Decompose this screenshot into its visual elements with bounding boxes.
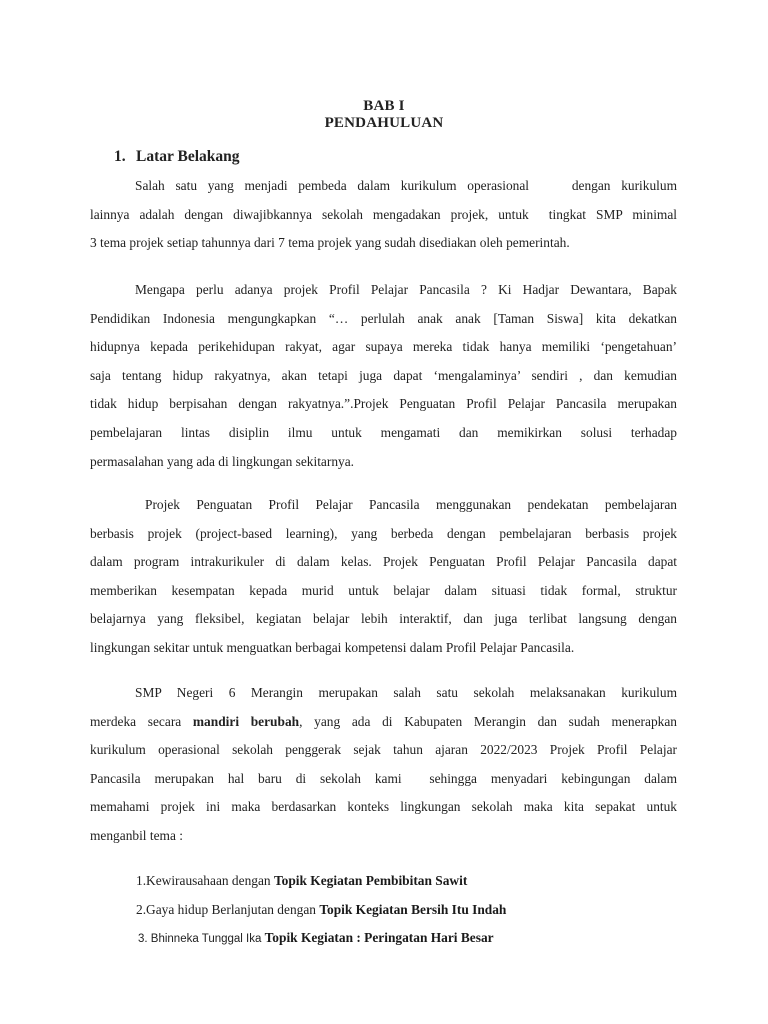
paragraph-1 (90, 172, 677, 258)
paragraph-line: Pancasila merupakan hal baru di sekolah kami sehingga menyadari kebingungan dalam (90, 770, 677, 786)
paragraph-line: memberikan kesempatan kepada murid untuk belajar dalam situasi tidak formal, struktur (90, 582, 677, 598)
paragraph-line: Mengapa perlu adanya projek Profil Pelajar Pancasila ? Ki Hadjar Dewantara, Bapak (135, 282, 677, 297)
section-heading (114, 148, 240, 166)
theme-topic: Topik Kegiatan Pembibitan Sawit (273, 873, 468, 888)
paragraph-line: 3 tema projek setiap tahunnya dari 7 tema projek yang sudah disediakan oleh pemerintah. (90, 235, 570, 251)
paragraph-line: memahami projek ini maka berdasarkan konteks lingkungan sekolah maka kita sepakat untuk (90, 799, 677, 815)
paragraph-line: permasalahan yang ada di lingkungan sekitarnya. (90, 453, 355, 469)
paragraph-line: pembelajaran lintas disiplin ilmu untuk mengamati dan memikirkan solusi terhadap (90, 424, 677, 440)
paragraph-4 (90, 679, 677, 851)
paragraph-line: kurikulum operasional sekolah penggerak sejak tahun ajaran 2022/2023 Projek Profil Pelajar (90, 742, 677, 758)
chapter-title: PENDAHULUAN (324, 115, 444, 131)
theme-prefix: 3. Bhinneka Tunggal Ika (138, 933, 265, 945)
theme-item-2 (136, 902, 506, 918)
paragraph-line: dalam program intrakurikuler di dalam kelas. Projek Penguatan Profil Pelajar Pancasila dapat (90, 554, 677, 570)
paragraph-line: SMP Negeri 6 Merangin merupakan salah satu sekolah melaksanakan kurikulum (135, 685, 677, 700)
paragraph-line: lingkungan sekitar untuk menguatkan berbagai kompetensi dalam Profil Pelajar Pancasila. (90, 639, 575, 655)
text-run: merdeka secara (90, 713, 193, 729)
theme-item-3 (138, 930, 494, 946)
paragraph-3 (90, 491, 677, 663)
text-run: , yang ada di Kabupaten Merangin dan sudah menerapkan (299, 713, 677, 729)
paragraph-line: menganbil tema : (90, 827, 183, 843)
paragraph-2 (90, 276, 677, 476)
paragraph-line: Salah satu yang menjadi pembeda dalam kurikulum operasional dengan kurikulum (135, 178, 677, 193)
paragraph-line: Pendidikan Indonesia mengungkapkan “… perlulah anak anak [Taman Siswa] kita dekatkan (90, 310, 677, 326)
paragraph-line: Projek Penguatan Profil Pelajar Pancasila menggunakan pendekatan pembelajaran (145, 497, 677, 512)
theme-topic: Topik Kegiatan : Peringatan Hari Besar (264, 930, 494, 945)
bold-phrase: mandiri berubah (192, 713, 300, 729)
paragraph-line: lainnya adalah dengan diwajibkannya sekolah mengadakan projek, untuk tingkat SMP minimal (90, 206, 677, 222)
theme-item-1 (136, 873, 467, 889)
section-number: 1. (114, 148, 126, 165)
paragraph-line: hidupnya kepada perikehidupan rakyat, agar supaya mereka tidak hanya memiliki ‘pengetahuan’ (90, 339, 677, 355)
theme-prefix: 1.Kewirausahaan dengan (136, 873, 274, 888)
paragraph-line: saja tentang hidup rakyatnya, akan tetapi juga dapat ‘mengalaminya’ sendiri , dan kemudian (90, 367, 677, 383)
paragraph-line-emphasis (90, 708, 677, 737)
theme-prefix: 2.Gaya hidup Berlanjutan dengan (136, 902, 320, 917)
paragraph-line: belajarnya yang fleksibel, kegiatan belajar lebih interaktif, dan juga terlibat langsung dengan (90, 611, 677, 627)
chapter-label: BAB I (363, 98, 405, 114)
theme-topic: Topik Kegiatan Bersih Itu Indah (319, 902, 507, 917)
section-title: Latar Belakang (136, 148, 240, 165)
paragraph-line: berbasis projek (project-based learning), yang berbeda dengan pembelajaran berbasis projek (90, 525, 677, 541)
paragraph-line: tidak hidup berpisahan dengan rakyatnya.”.Projek Penguatan Profil Pelajar Pancasila merupakan (90, 396, 677, 412)
